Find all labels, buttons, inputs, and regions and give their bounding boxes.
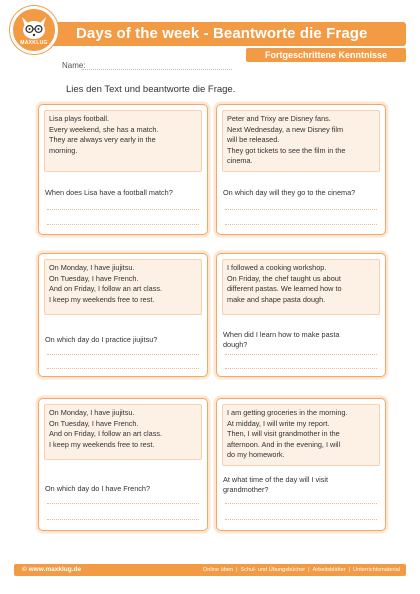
reading-text: Lisa plays football. Every weekend, she has a match. They are always very early in the morning. [44, 110, 202, 172]
question-text: When did I learn how to make pasta dough? [223, 330, 340, 349]
footer-link-worksheets[interactable]: Arbeitsblätter [312, 567, 346, 573]
reading-text: On Monday, I have jiujitsu. On Tuesday, I have French. And on Friday, I follow an art class. I keep my weekends free to rest. [44, 259, 202, 315]
exercise-card-6 [216, 398, 386, 531]
exercise-card-3 [38, 253, 208, 377]
answer-line[interactable] [225, 519, 377, 520]
reading-text: I followed a cooking workshop. On Friday, the chef taught us about different pastas. We learned how to make and shape pasta dough. [222, 259, 380, 315]
answer-line[interactable] [47, 209, 199, 210]
reading-text: On Monday, I have jiujitsu. On Tuesday, I have French. And on Friday, I follow an art class. I keep my weekends free to rest. [44, 404, 202, 460]
level-label: Fortgeschrittene Kenntnisse [264, 50, 388, 60]
name-field-line[interactable] [82, 69, 232, 70]
footer-link-online[interactable]: Online üben [202, 567, 234, 573]
exercise-card-5 [38, 398, 208, 531]
answer-line[interactable] [225, 224, 377, 225]
instruction-text: Lies den Text und beantworte die Frage. [66, 84, 236, 95]
exercise-card-1 [38, 104, 208, 235]
footer-copyright[interactable]: © www.maxklug.de [22, 566, 82, 573]
exercise-card-4 [216, 253, 386, 377]
answer-line[interactable] [225, 368, 377, 369]
maxklug-logo [10, 6, 58, 54]
footer-links: Online üben | Schul- und Übungsbücher | Arbeitsblätter | Unterrichtsmaterial [202, 567, 400, 573]
answer-line[interactable] [225, 503, 377, 504]
answer-line[interactable] [47, 354, 199, 355]
footer-bar [14, 564, 406, 576]
answer-line[interactable] [47, 368, 199, 369]
header-bar [14, 22, 406, 46]
answer-line[interactable] [225, 354, 377, 355]
reading-text: Peter and Trixy are Disney fans. Next Wednesday, a new Disney film will be released. They got tickets to see the film in the cinema. [222, 110, 380, 172]
answer-line[interactable] [47, 224, 199, 225]
footer-link-books[interactable]: Schul- und Übungsbücher [240, 567, 306, 573]
question-text: At what time of the day will I visit grandmother? [223, 475, 329, 494]
level-badge [246, 48, 406, 62]
question-text: On which day do I have French? [45, 484, 151, 493]
answer-line[interactable] [47, 503, 199, 504]
name-label: Name: [62, 61, 86, 70]
page-title: Days of the week - Beantworte die Frage [76, 25, 368, 42]
answer-line[interactable] [225, 209, 377, 210]
question-text: When does Lisa have a football match? [45, 188, 173, 197]
exercise-card-2 [216, 104, 386, 235]
brand-name: MAXKLUG [20, 40, 48, 46]
footer-link-material[interactable]: Unterrichtsmaterial [353, 567, 400, 573]
question-text: On which day do I practice jiujitsu? [45, 335, 158, 344]
question-text: On which day will they go to the cinema? [223, 188, 356, 197]
reading-text: I am getting groceries in the morning. At midday, I will write my report. Then, I will visit grandmother in the afternoon. And in the evening, I will do my homework. [222, 404, 380, 466]
answer-line[interactable] [47, 519, 199, 520]
